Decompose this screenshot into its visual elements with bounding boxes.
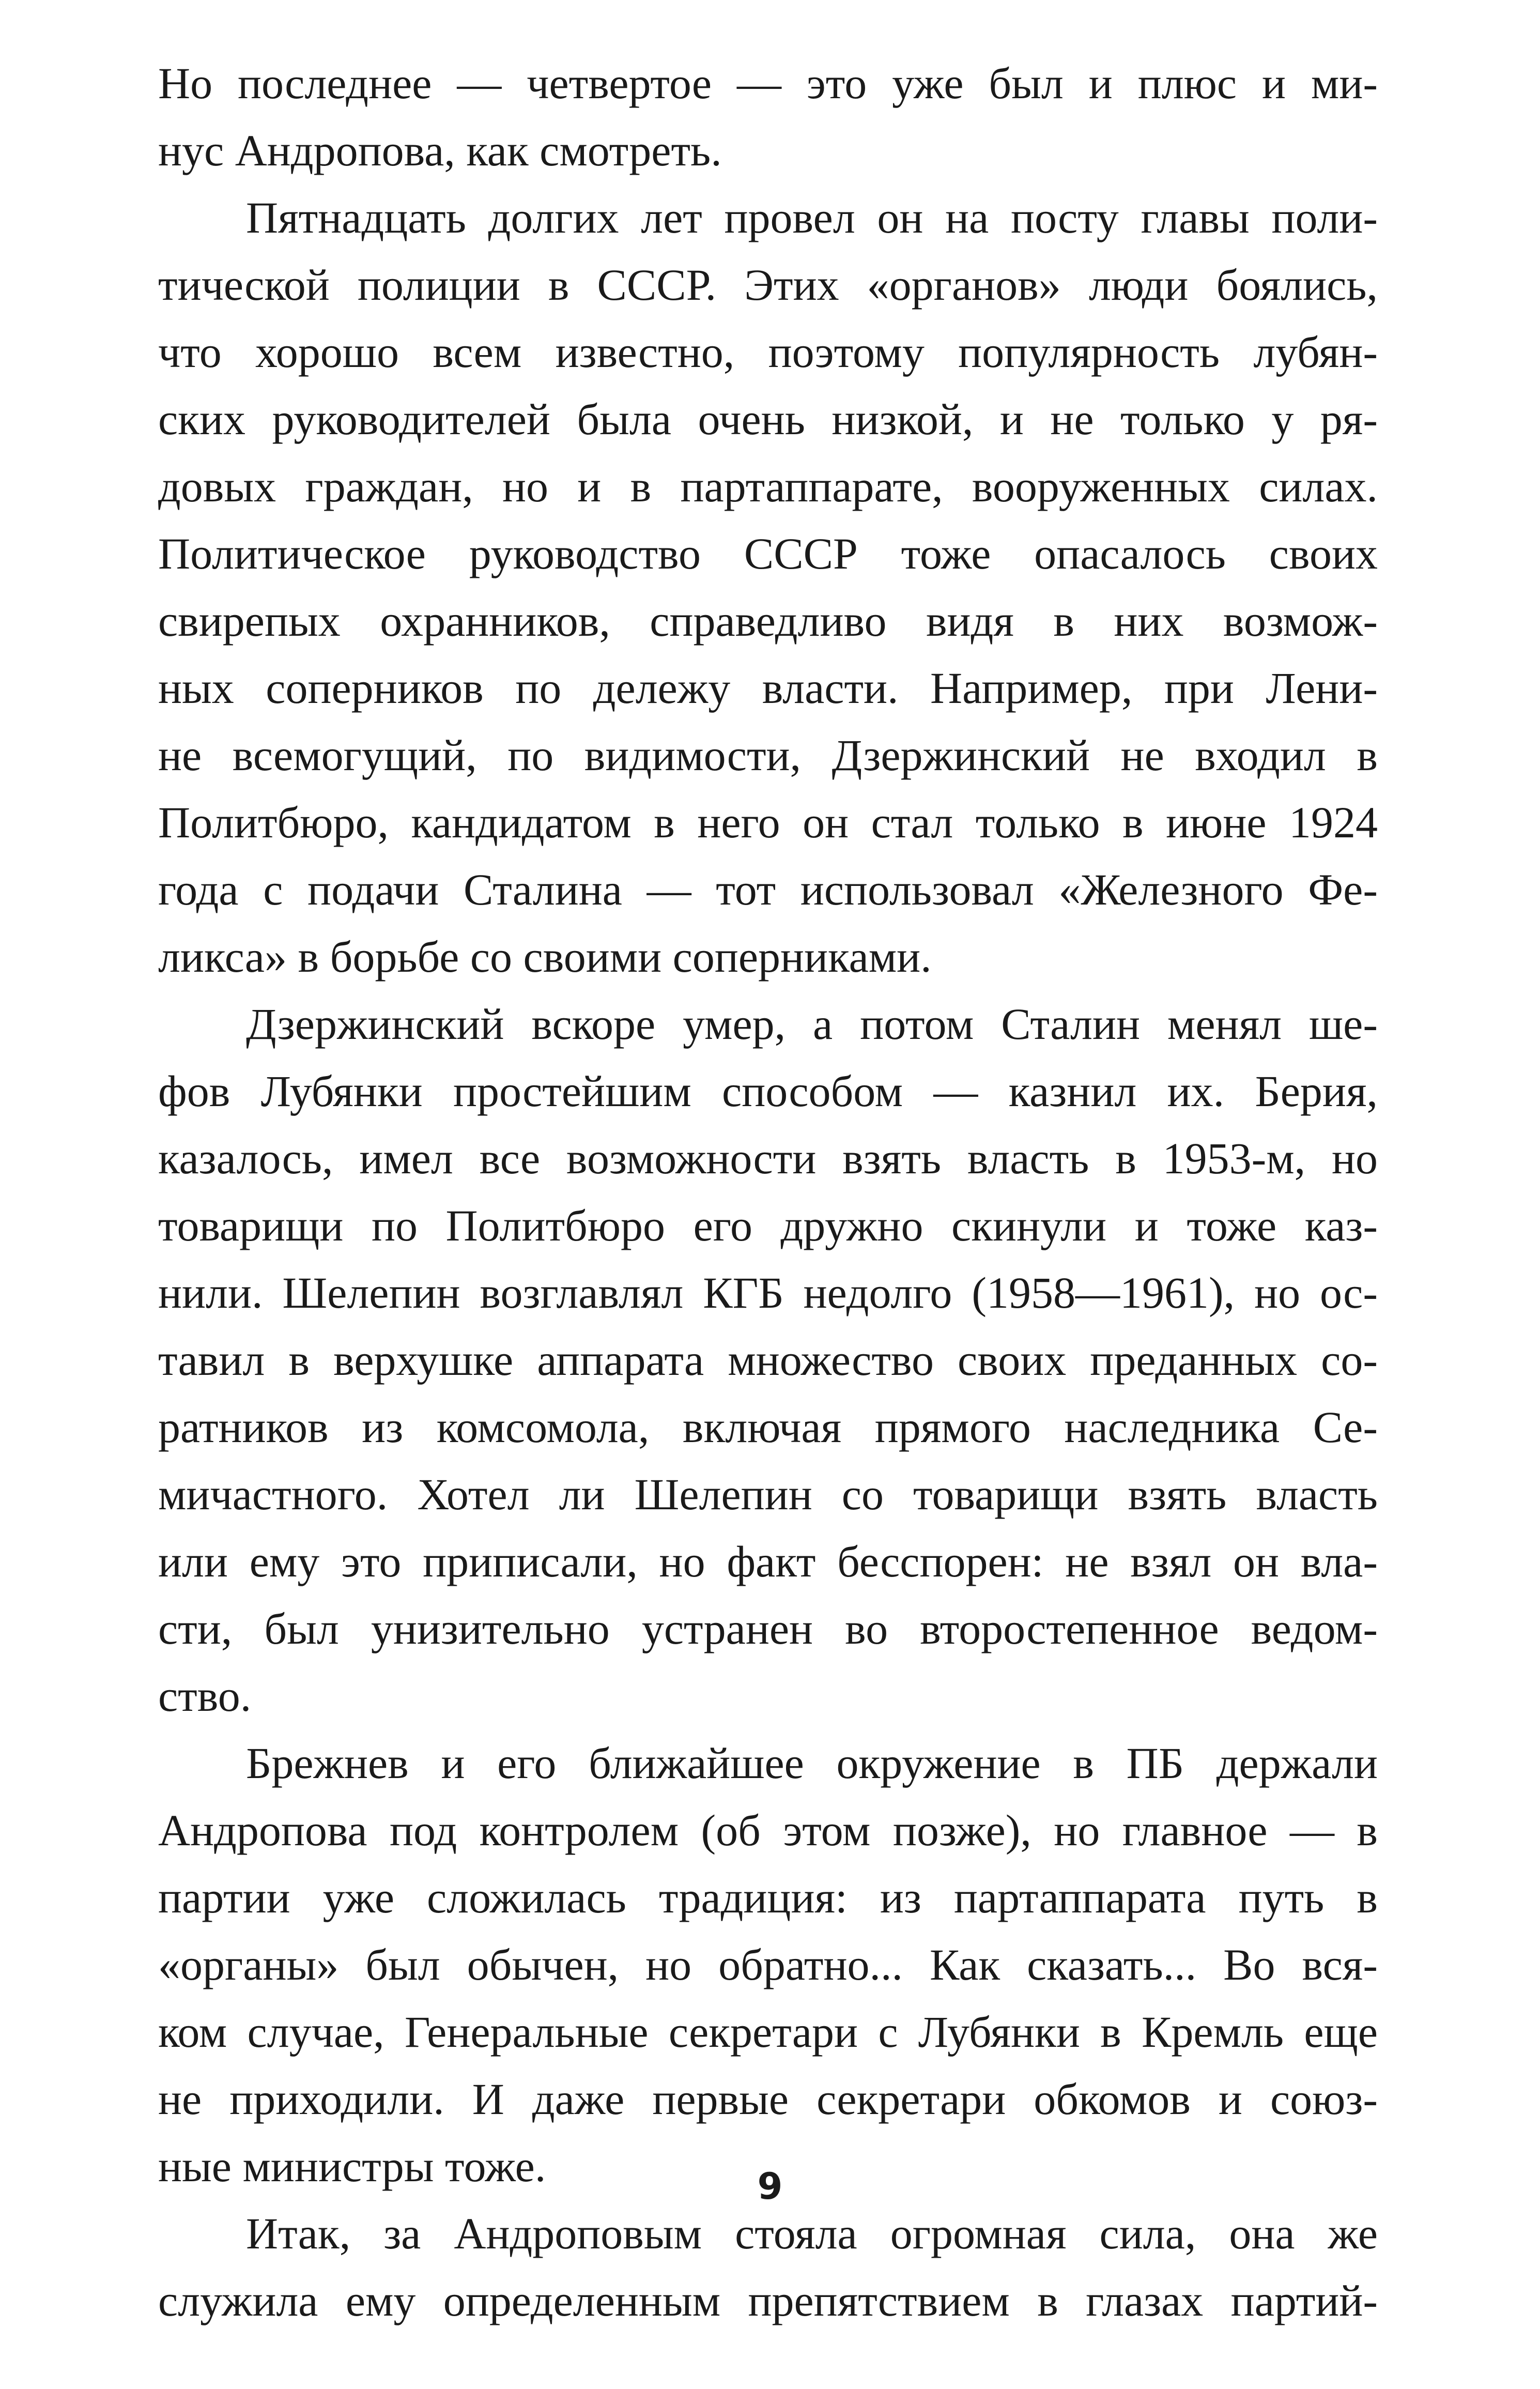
text-line: тической полиции в СССР. Этих «органов» люди боялись, bbox=[158, 260, 1378, 310]
text-line: ликса» в борьбе со своими соперниками. bbox=[158, 932, 932, 982]
text-line: года с подачи Сталина — тот использовал «Железного Фе- bbox=[158, 865, 1378, 914]
text-line: Пятнадцать долгих лет провел он на посту главы поли- bbox=[246, 193, 1378, 242]
text-line: Политическое руководство СССР тоже опасалось своих bbox=[158, 529, 1378, 578]
text-line: нили. Шелепин возглавлял КГБ недолго (1958—1961), но ос- bbox=[158, 1268, 1378, 1318]
text-line: ных соперников по дележу власти. Например, при Лени- bbox=[158, 663, 1378, 713]
text-line: Дзержинский вскоре умер, а потом Сталин менял ше- bbox=[246, 999, 1378, 1049]
page-number: 9 bbox=[757, 2165, 783, 2208]
text-line: нус Андропова, как смотреть. bbox=[158, 126, 722, 175]
text-line: свирепых охранников, справедливо видя в них возмож- bbox=[158, 596, 1378, 646]
text-line: партии уже сложилась традиция: из партаппарата путь в bbox=[158, 1873, 1378, 1922]
text-line: Политбюро, кандидатом в него он стал только в июне 1924 bbox=[158, 798, 1378, 847]
text-line: ные министры тоже. bbox=[158, 2141, 546, 2191]
text-line: служила ему определенным препятствием в глазах партий- bbox=[158, 2276, 1378, 2325]
text-line: тавил в верхушке аппарата множество своих преданных со- bbox=[158, 1335, 1378, 1385]
text-line: ских руководителей была очень низкой, и не только у ря- bbox=[158, 394, 1378, 444]
text-line: что хорошо всем известно, поэтому популярность лубян- bbox=[158, 327, 1378, 377]
text-line: товарищи по Политбюро его дружно скинули и тоже каз- bbox=[158, 1201, 1378, 1250]
text-line: или ему это приписали, но факт бесспорен: не взял он вла- bbox=[158, 1537, 1378, 1586]
text-line: Но последнее — четвертое — это уже был и плюс и ми- bbox=[158, 58, 1378, 108]
text-line: сти, был унизительно устранен во второстепенное ведом- bbox=[158, 1604, 1378, 1653]
body-text bbox=[158, 50, 1378, 2334]
text-line: «органы» был обычен, но обратно... Как сказать... Во вся- bbox=[158, 1940, 1378, 1989]
text-line: не приходили. И даже первые секретари обкомов и союз- bbox=[158, 2074, 1378, 2124]
text-line: ство. bbox=[158, 1671, 252, 1721]
text-line: не всемогущий, по видимости, Дзержинский не входил в bbox=[158, 730, 1378, 780]
text-line: ком случае, Генеральные секретари с Лубянки в Кремль еще bbox=[158, 2007, 1378, 2057]
text-line: Андропова под контролем (об этом позже), но главное — в bbox=[158, 1805, 1378, 1855]
text-line: фов Лубянки простейшим способом — казнил их. Берия, bbox=[158, 1066, 1378, 1116]
text-line: Итак, за Андроповым стояла огромная сила, она же bbox=[246, 2209, 1378, 2258]
text-line: довых граждан, но и в партаппарате, вооруженных силах. bbox=[158, 462, 1378, 511]
text-line: ратников из комсомола, включая прямого наследника Се- bbox=[158, 1402, 1378, 1452]
text-line: Брежнев и его ближайшее окружение в ПБ держали bbox=[246, 1738, 1378, 1788]
text-line: казалось, имел все возможности взять власть в 1953-м, но bbox=[158, 1134, 1378, 1183]
text-line: мичастного. Хотел ли Шелепин со товарищи взять власть bbox=[158, 1469, 1378, 1519]
